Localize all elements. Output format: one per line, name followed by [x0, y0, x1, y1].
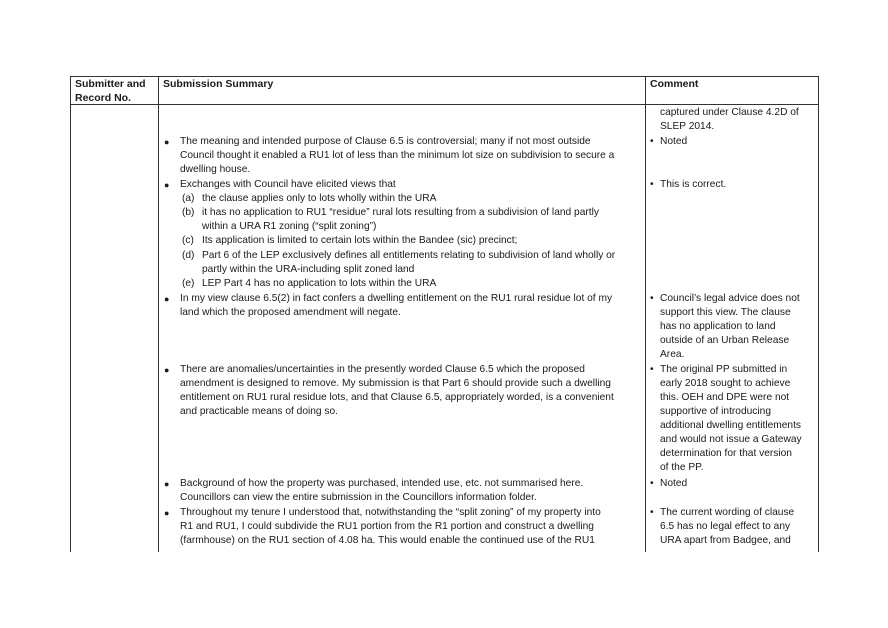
summary-line: Council thought it enabled a RU1 lot of less than the minimum lot size on subdivision to secure a: [180, 150, 615, 161]
comment-bullet-icon: •: [650, 507, 654, 518]
subitem-label: (e): [182, 278, 195, 289]
comment-line: Noted: [660, 478, 688, 489]
comment-continuation-line: captured under Clause 4.2D of: [660, 107, 799, 118]
summary-line: amendment is designed to remove. My submission is that Part 6 should provide such a dwelling: [180, 378, 611, 389]
comment-line: of the PP.: [660, 462, 704, 473]
summary-line: Background of how the property was purchased, intended use, etc. not summarised here.: [180, 478, 584, 489]
subitem-line: the clause applies only to lots wholly within the URA: [202, 193, 437, 204]
summary-line: In my view clause 6.5(2) in fact confers a dwelling entitlement on the RU1 rural residue lot of my: [180, 293, 613, 304]
comment-line: URA apart from Badgee, and: [660, 535, 791, 546]
summary-line: entitlement on RU1 rural residue lots, and that Clause 6.5, appropriately worded, is a convenient: [180, 392, 614, 403]
summary-line: Councillors can view the entire submission in the Councillors information folder.: [180, 492, 537, 503]
header-summary: Submission Summary: [163, 78, 274, 90]
comment-line: supportive of introducing: [660, 406, 771, 417]
header-comment: Comment: [650, 78, 699, 90]
comment-line: outside of an Urban Release: [660, 335, 790, 346]
subitem-line: Part 6 of the LEP exclusively defines all entitlements relating to subdivision of land wholly or: [202, 250, 616, 261]
summary-line: dwelling house.: [180, 164, 251, 175]
subitem-label: (c): [182, 235, 194, 246]
comment-line: Area.: [660, 349, 685, 360]
subitem-line: it has no application to RU1 “residue” rural lots resulting from a subdivision of land partly: [202, 207, 599, 218]
bullet-icon: ●: [164, 294, 170, 304]
subitem-line: partly within the URA-including split zoned land: [202, 264, 415, 275]
summary-line: (farmhouse) on the RU1 section of 4.08 ha. This would enable the continued use of the RU1: [180, 535, 595, 546]
comment-line: has no application to land: [660, 321, 776, 332]
subitem-label: (d): [182, 250, 195, 261]
comment-line: determination for that version: [660, 448, 792, 459]
header-bottom-border: [70, 104, 819, 105]
comment-line: The current wording of clause: [660, 507, 795, 518]
comment-bullet-icon: •: [650, 179, 654, 190]
comment-line: additional dwelling entitlements: [660, 420, 802, 431]
subitem-label: (a): [182, 193, 195, 204]
comment-line: 6.5 has no legal effect to any: [660, 521, 791, 532]
subitem-line: Its application is limited to certain lots within the Bandee (sic) precinct;: [202, 235, 518, 246]
bullet-icon: ●: [164, 479, 170, 489]
table-right-border: [818, 76, 819, 552]
comment-continuation-line: SLEP 2014.: [660, 121, 715, 132]
comment-bullet-icon: •: [650, 136, 654, 147]
comment-line: and would not issue a Gateway: [660, 434, 802, 445]
table-left-border: [70, 76, 71, 552]
subitem-line: LEP Part 4 has no application to lots within the URA: [202, 278, 437, 289]
comment-line: The original PP submitted in: [660, 364, 788, 375]
comment-line: Noted: [660, 136, 688, 147]
bullet-icon: ●: [164, 137, 170, 147]
column-divider-1: [158, 76, 159, 552]
summary-line: Throughout my tenure I understood that, notwithstanding the “split zoning” of my property into: [180, 507, 601, 518]
summary-line: The meaning and intended purpose of Clause 6.5 is controversial; many if not most outside: [180, 136, 591, 147]
summary-line: land which the proposed amendment will negate.: [180, 307, 401, 318]
summary-line: R1 and RU1, I could subdivide the RU1 portion from the R1 portion and construct a dwelling: [180, 521, 594, 532]
comment-line: this. OEH and DPE were not: [660, 392, 790, 403]
bullet-icon: ●: [164, 508, 170, 518]
comment-bullet-icon: •: [650, 478, 654, 489]
bullet-icon: ●: [164, 180, 170, 190]
comment-bullet-icon: •: [650, 364, 654, 375]
summary-line: and practicable means of doing so.: [180, 406, 339, 417]
comment-bullet-icon: •: [650, 293, 654, 304]
comment-line: This is correct.: [660, 179, 727, 190]
subitem-line: within a URA R1 zoning (“split zoning”): [202, 221, 377, 232]
header-submitter: Submitter and Record No.: [75, 78, 146, 104]
bullet-icon: ●: [164, 365, 170, 375]
comment-line: support this view. The clause: [660, 307, 791, 318]
column-divider-2: [645, 76, 646, 552]
summary-line: There are anomalies/uncertainties in the presently worded Clause 6.5 which the proposed: [180, 364, 585, 375]
comment-line: Council’s legal advice does not: [660, 293, 800, 304]
subitem-label: (b): [182, 207, 195, 218]
summary-line: Exchanges with Council have elicited views that: [180, 179, 396, 190]
comment-line: early 2018 sought to achieve: [660, 378, 791, 389]
